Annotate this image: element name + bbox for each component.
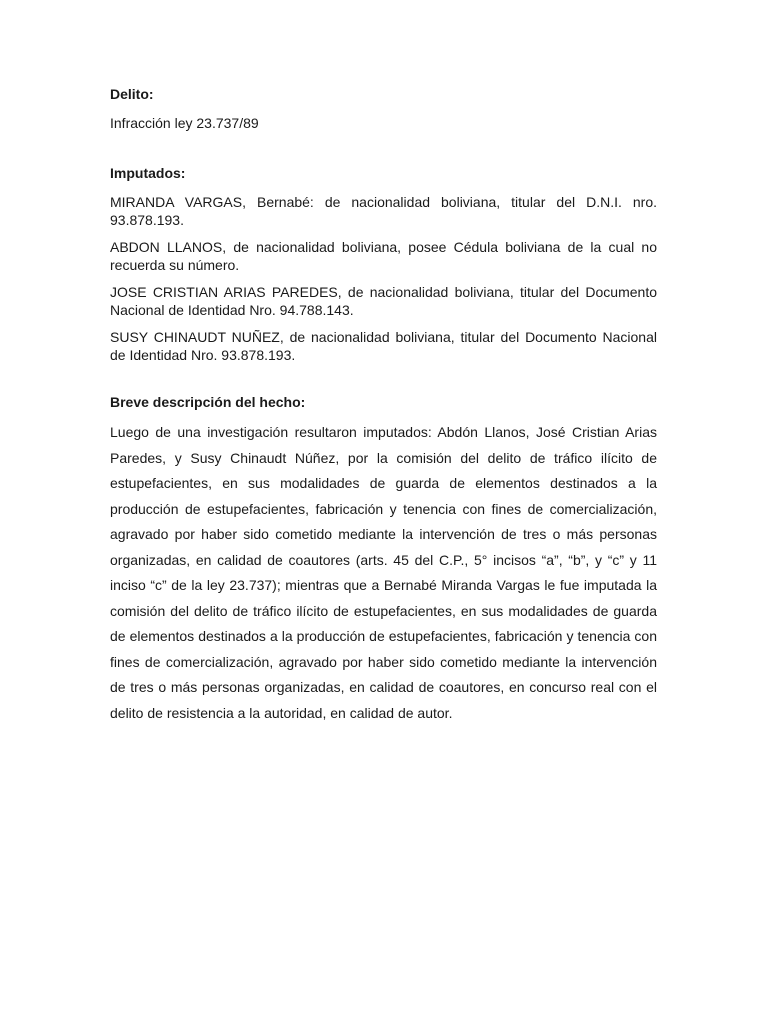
crime-value: Infracción ley 23.737/89 (110, 115, 259, 131)
crime-heading: Delito: (110, 86, 154, 102)
accused-heading: Imputados: (110, 165, 186, 181)
document-page (110, 85, 657, 726)
description-heading: Breve descripción del hecho: (110, 394, 306, 410)
accused-item-chinaudt-nunez: SUSY CHINAUDT NUÑEZ, de nacionalidad boliviana, titular del Documento Nacional de Identidad Nro. 93.878.193. (110, 329, 657, 363)
accused-item-arias-paredes: JOSE CRISTIAN ARIAS PAREDES, de nacionalidad boliviana, titular del Documento Nacional de Identidad Nro. 94.788.143. (110, 284, 657, 318)
accused-item-miranda-vargas: MIRANDA VARGAS, Bernabé: de nacionalidad boliviana, titular del D.N.I. nro. 93.878.193. (110, 194, 657, 228)
accused-item-abdon-llanos: ABDON LLANOS, de nacionalidad boliviana, posee Cédula boliviana de la cual no recuerda su número. (110, 239, 657, 273)
description-body: Luego de una investigación resultaron imputados: Abdón Llanos, José Cristian Arias Paredes, y Susy Chinaudt Núñez, por la comisión del delito de tráfico ilícito de estupefacientes, en sus modalidades de guarda de elementos destinados a la producción de estupefacientes, fabricación y tenencia con fines de comercialización, agravado por haber sido cometido mediante la intervención de tres o más personas organizadas, en calidad de coautores (arts. 45 del C.P., 5° incisos “a”, “b”, y “c” y 11 inciso “c” de la ley 23.737); mientras que a Bernabé Miranda Vargas le fue imputada la comisión del delito de tráfico ilícito de estupefacientes, en sus modalidades de guarda de elementos destinados a la producción de estupefacientes, fabricación y tenencia con fines de comercialización, agravado por haber sido cometido mediante la intervención de tres o más personas organizadas, en calidad de coautores, en concurso real con el delito de resistencia a la autoridad, en calidad de autor. (110, 424, 657, 721)
accused-list (110, 193, 657, 364)
